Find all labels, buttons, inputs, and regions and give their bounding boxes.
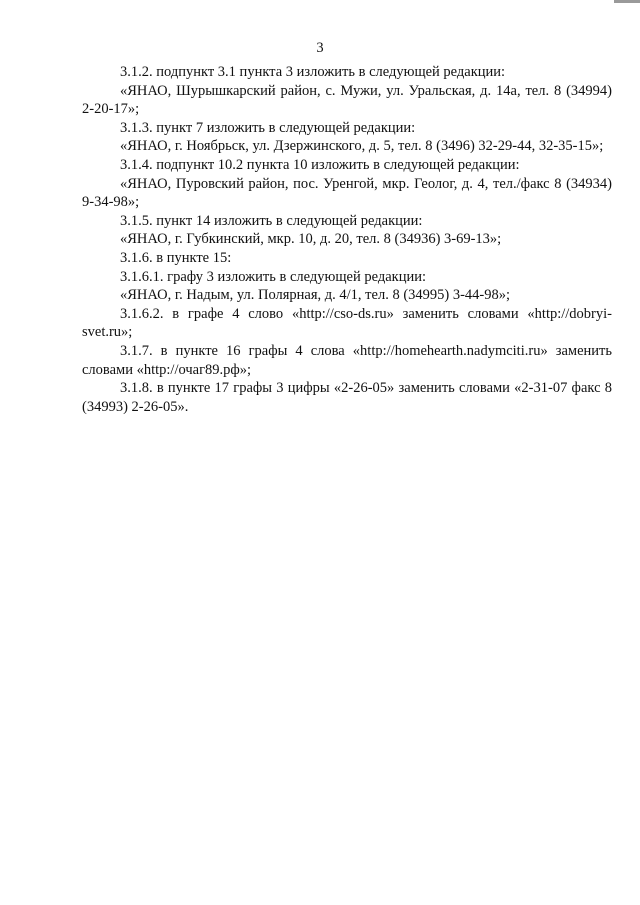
paragraph-3-1-6-2: 3.1.6.2. в графе 4 слово «http://cso-ds.ru» заменить словами «http://dobryi-svet.ru»; xyxy=(82,305,612,341)
paragraph-3-1-7: 3.1.7. в пункте 16 графы 4 слова «http://homehearth.nadymciti.ru» заменить словами «http://очаг89.рф»; xyxy=(82,342,612,378)
paragraph-3-1-6-1: 3.1.6.1. графу 3 изложить в следующей редакции: xyxy=(120,268,427,285)
paragraph-3-1-3: 3.1.3. пункт 7 изложить в следующей редакции: xyxy=(120,119,416,136)
paragraph-3-1-8: 3.1.8. в пункте 17 графы 3 цифры «2-26-05» заменить словами «2-31-07 факс 8 (34993) 2-26-05». xyxy=(82,380,612,415)
scan-corner-mark xyxy=(614,0,640,3)
paragraph-3-1-2: 3.1.2. подпункт 3.1 пункта 3 изложить в следующей редакции: xyxy=(120,64,506,80)
paragraph-address-purovsky: «ЯНАО, Пуровский район, пос. Уренгой, мкр. Геолог, д. 4, тел./факс 8 (34934) 9-34-98»; xyxy=(82,175,612,211)
paragraph-address-noyabrsk: «ЯНАО, г. Ноябрьск, ул. Дзержинского, д. 5, тел. 8 (3496) 32-29-44, 32-35-15»; xyxy=(120,138,604,155)
document-body xyxy=(82,63,612,416)
paragraph-3-1-4: 3.1.4. подпункт 10.2 пункта 10 изложить в следующей редакции: xyxy=(120,156,520,173)
paragraph-3-1-5: 3.1.5. пункт 14 изложить в следующей редакции: xyxy=(120,212,423,229)
paragraph-3-1-6: 3.1.6. в пункте 15: xyxy=(120,249,232,266)
page-number: 3 xyxy=(316,40,324,56)
paragraph-address-gubkinsky: «ЯНАО, г. Губкинский, мкр. 10, д. 20, тел. 8 (34936) 3-69-13»; xyxy=(120,231,502,248)
paragraph-address-nadym: «ЯНАО, г. Надым, ул. Полярная, д. 4/1, тел. 8 (34995) 3-44-98»; xyxy=(120,287,511,304)
paragraph-address-shuryshkarsky: «ЯНАО, Шурышкарский район, с. Мужи, ул. Уральская, д. 14а, тел. 8 (34994) 2-20-17»; xyxy=(82,82,612,118)
